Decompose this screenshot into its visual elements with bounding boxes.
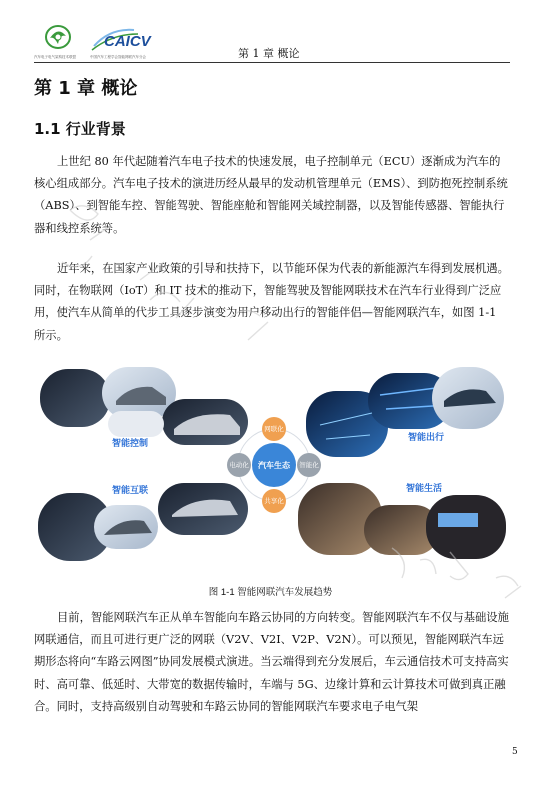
node-networking: 网联化 — [264, 426, 284, 433]
center-label: 汽车生态 — [258, 461, 290, 470]
node-sharing: 共享化 — [264, 498, 284, 505]
label-smart-life: 智能生活 — [406, 483, 443, 493]
alliance-logo-caption: 汽车电子电气架构技术联盟 — [34, 55, 76, 59]
smart-mobility-photos — [306, 367, 504, 457]
node-electrification: 电动化 — [229, 462, 249, 469]
smart-life-photos — [298, 483, 506, 559]
chapter-title: 第 1 章 概论 — [34, 78, 138, 99]
page-number: 5 — [512, 747, 518, 757]
label-smart-control: 智能控制 — [112, 438, 149, 448]
alliance-logo — [36, 24, 80, 58]
figure-caption: 图 1-1 智能网联汽车发展趋势 — [208, 587, 333, 598]
running-header-title: 第 1 章 概论 — [238, 47, 300, 60]
paragraph-1: 上世纪 80 年代起随着汽车电子技术的快速发展，电子控制单元（ECU）逐渐成为汽车的核心组成部分。汽车电子技术的演进历经从最早的发动机管理单元（EMS）、到防抱死控制系统（ABS）、到智能车控、智能驾驶、智能座舱和智能网关域控制器，以及智能传感器、智能执行器和线控系统等。 — [34, 155, 508, 235]
smart-control-photos — [40, 367, 248, 445]
label-smart-mobility: 智能出行 — [408, 432, 445, 442]
caicv-logo — [90, 24, 170, 58]
caicv-logo-text: CAICV — [104, 33, 151, 50]
paragraph-2: 近年来，在国家产业政策的引导和扶持下，以节能环保为代表的新能源汽车得到发展机遇。同时，在物联网（IoT）和 IT 技术的推动下，智能驾驶及智能网联技术在汽车行业得到广泛应用，使汽车从简单的代步工具逐步演变为用户移动出行的智能伴侣—智能网联汽车，如图 1-1 所示。 — [34, 262, 509, 342]
trend-figure — [34, 365, 510, 565]
caicv-logo-caption: 中国汽车工程学会智能网联汽车分会 — [90, 55, 146, 59]
paragraph-3: 目前，智能网联汽车正从单车智能向车路云协同的方向转变。智能网联汽车不仅与基础设施网联通信，而且可进行更广泛的网联（V2V、V2I、V2P、V2N）。可以预见，智能网联汽车远期形态将向“车路云网图”协同发展模式演进。当云端得到充分发展后，车云通信技术可支持高实时、高可靠、低延时、大带宽的数据传输时，车端与 5G、边缘计算和云计算技术可做到真正融合。同时，支持高级别自动驾驶和车路云协同的智能网联汽车要求电子电气架 — [34, 611, 509, 713]
section-title: 1.1 行业背景 — [34, 120, 126, 138]
label-smart-connectivity: 智能互联 — [112, 485, 149, 495]
node-intelligence: 智能化 — [299, 462, 319, 469]
page-header — [34, 22, 510, 63]
